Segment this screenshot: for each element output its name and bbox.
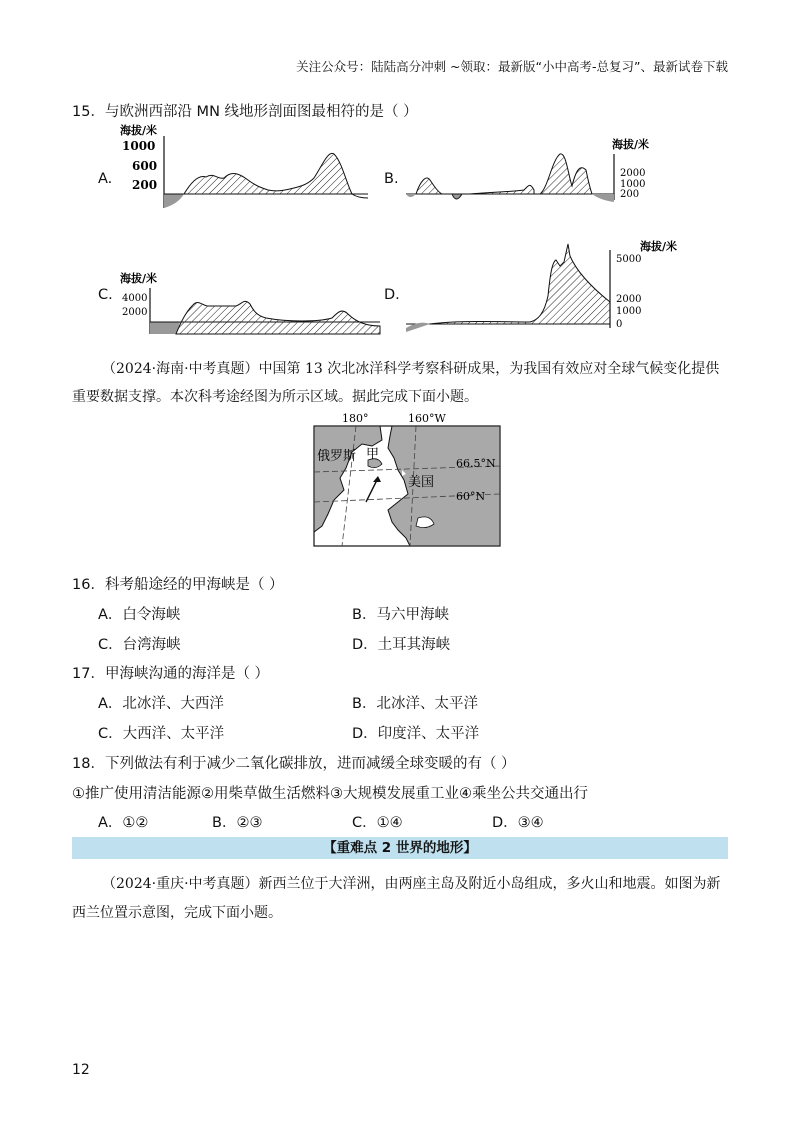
profile-b-axis-title: 海拔/米 (612, 138, 650, 151)
map-lon-160w: 160°W (408, 412, 446, 425)
page-number: 12 (72, 1062, 90, 1078)
q15-stem: 15．与欧洲西部沿 MN 线地形剖面图最相符的是（ ） (72, 104, 418, 120)
profile-d-tick-5000: 5000 (616, 254, 642, 265)
q18-stem: 18．下列做法有利于减少二氧化碳排放，进而减缓全球变暖的有（ ） (72, 756, 516, 772)
profile-a-tick-1000: 1000 (122, 139, 156, 153)
profile-d-axis-title: 海拔/米 (640, 240, 678, 253)
q17-option-b[interactable]: B．北冰洋、太平洋 (352, 696, 478, 712)
profile-b-tick-1000: 1000 (620, 179, 646, 190)
q17-option-d[interactable]: D．印度洋、太平洋 (352, 726, 480, 742)
q16-option-c[interactable]: C．台湾海峡 (98, 637, 181, 653)
q18-option-a[interactable]: A．①② (98, 815, 149, 831)
q16-option-d[interactable]: D．土耳其海峡 (352, 637, 451, 653)
profile-c-tick-4000: 4000 (122, 293, 148, 304)
option-b-label: B. (384, 171, 399, 187)
section-banner: 【重难点 2 世界的地形】 (72, 837, 728, 859)
q18-items: ①推广使用清洁能源②用柴草做生活燃料③大规模发展重工业④乘坐公共交通出行 (72, 786, 588, 802)
q16-option-a[interactable]: A．白令海峡 (98, 607, 181, 623)
profile-b-chart (400, 130, 670, 214)
bering-map (306, 410, 516, 550)
map-lon-180: 180° (342, 412, 369, 425)
passage-1-line-2: 重要数据支撑。本次科考途经图为所示区域。据此完成下面小题。 (72, 389, 478, 405)
profile-d-tick-2000: 2000 (616, 294, 642, 305)
passage-2-line-1: （2024·重庆·中考真题）新西兰位于大洋洲，由两座主岛及附近小岛组成，多火山和地震。如图为新 (102, 876, 721, 892)
profile-c-axis-title: 海拔/米 (120, 272, 158, 285)
profile-a-axis-title: 海拔/米 (120, 124, 158, 137)
option-a-label: A. (98, 171, 113, 187)
profile-a-tick-200: 200 (132, 178, 158, 192)
profile-d-tick-0: 0 (616, 319, 623, 330)
map-lat-60n: 60°N (456, 490, 486, 503)
profile-a-tick-600: 600 (132, 159, 158, 173)
q18-option-b[interactable]: B．②③ (212, 815, 263, 831)
profile-c-tick-2000: 2000 (122, 307, 148, 318)
profile-c-chart (118, 268, 388, 340)
passage-2-line-2: 西兰位置示意图，完成下面小题。 (72, 905, 282, 921)
q16-option-b[interactable]: B．马六甲海峡 (352, 607, 449, 623)
q18-option-c[interactable]: C．①④ (352, 815, 403, 831)
page-header: 关注公众号：陆陆高分冲刺 ~领取：最新版“小中高考-总复习”、最新试卷下载 (296, 59, 728, 74)
profile-d-tick-1000: 1000 (616, 306, 642, 317)
profile-b-tick-2000: 2000 (620, 168, 646, 179)
profile-b-tick-200: 200 (620, 189, 640, 200)
option-d-label: D. (384, 287, 400, 303)
q18-option-d[interactable]: D．③④ (492, 815, 544, 831)
profile-a-chart (118, 122, 378, 214)
map-lat-66-5n: 66.5°N (456, 457, 496, 470)
q17-option-a[interactable]: A．北冰洋、大西洋 (98, 696, 224, 712)
profile-d-chart (400, 236, 690, 336)
map-label-jia: 甲 (366, 447, 380, 462)
q17-option-c[interactable]: C．大西洋、太平洋 (98, 726, 225, 742)
map-label-usa: 美国 (408, 475, 435, 490)
q17-stem: 17．甲海峡沟通的海洋是（ ） (72, 666, 270, 682)
map-label-russia: 俄罗斯 (317, 449, 357, 464)
passage-1-line-1: （2024·海南·中考真题）中国第 13 次北冰洋科学考察科研成果，为我国有效应对全球气候变化提供 (102, 361, 720, 377)
option-c-label: C. (98, 287, 113, 303)
q16-stem: 16．科考船途经的甲海峡是（ ） (72, 577, 284, 593)
